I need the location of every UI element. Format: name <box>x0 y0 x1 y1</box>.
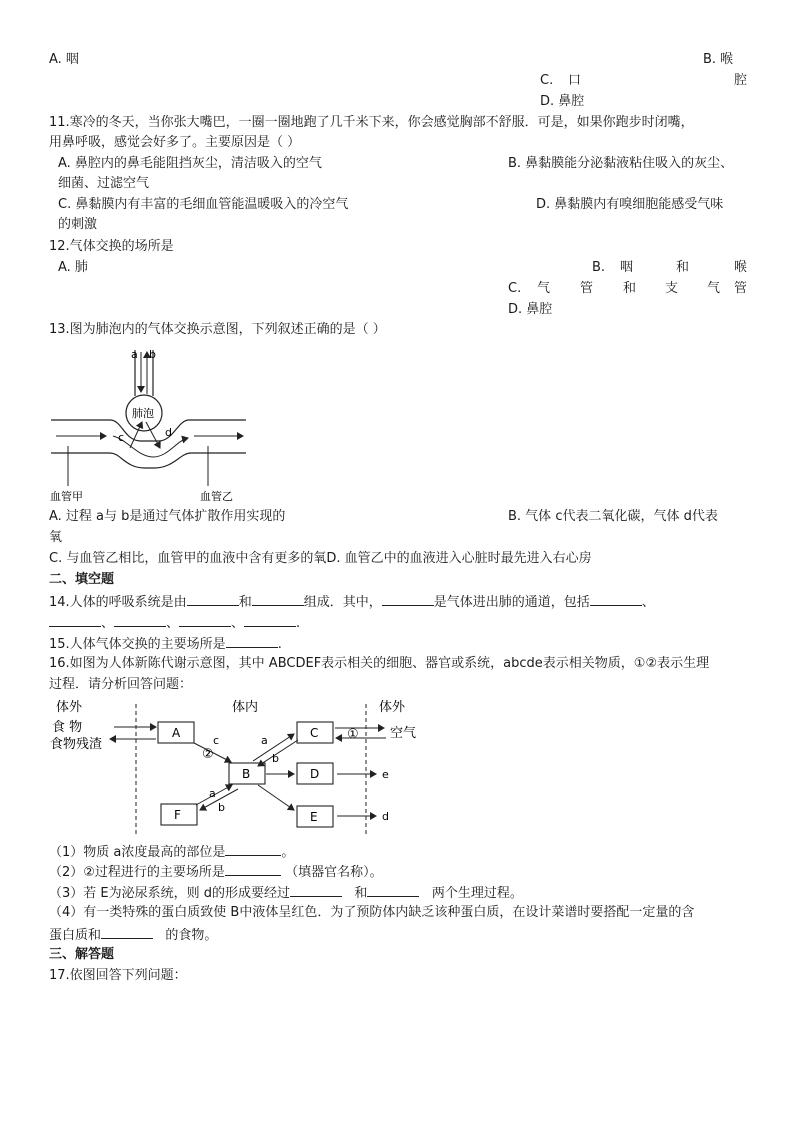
blank[interactable] <box>590 592 642 606</box>
q16-stem-line2: 过程．请分析回答问题： <box>49 677 193 692</box>
q15: 15.人体气体交换的主要场所是 . <box>49 634 282 654</box>
blank[interactable] <box>101 925 153 939</box>
q12-stem: 12.气体交换的场所是 <box>49 239 174 254</box>
q10-option-d: D. 鼻腔 <box>540 94 585 109</box>
blank[interactable] <box>225 862 281 876</box>
q13-option-b: B. 气体 c代表二氧化碳，气体 d代表 <box>508 509 718 524</box>
label-d: d <box>165 426 172 439</box>
q12-option-b: B. 咽 和 喉 <box>592 260 747 275</box>
label-b: b <box>149 348 156 361</box>
section-fill-in-heading: 二、填空题 <box>49 572 115 587</box>
box-d-label: D <box>310 767 320 781</box>
q10-option-b: B. 喉 <box>703 52 734 67</box>
box-c-label: C <box>310 726 319 740</box>
q16-sub4-line2: 蛋白质和 的食物。 <box>49 925 217 945</box>
q13-stem: 13.图为肺泡内的气体交换示意图，下列叙述正确的是（ ） <box>49 322 386 337</box>
label-a: a <box>131 348 138 361</box>
blank[interactable] <box>244 613 296 627</box>
blank[interactable] <box>226 634 278 648</box>
q11-stem-line2: 用鼻呼吸，感觉会好多了。主要原因是（ ） <box>49 135 301 150</box>
label-vessel-yi: 血管乙 <box>200 490 233 503</box>
label-outside-right: 体外 <box>379 700 406 715</box>
q16-stem-line1: 16.如图为人体新陈代谢示意图，其中 ABCDEF表示相关的细胞、器官或系统，abcde表示相关物质，①②表示生理 <box>49 656 710 671</box>
q12-option-c: C. 气 管 和 支 气 管 <box>508 281 747 296</box>
q11-option-d: D. 鼻黏膜内有嗅细胞能感受气味 <box>536 197 724 212</box>
box-b-label: B <box>242 767 251 781</box>
label-c: c <box>118 431 125 444</box>
blank[interactable] <box>179 613 231 627</box>
box-f-label: F <box>174 808 181 822</box>
q13-option-a: A. 过程 a与 b是通过气体扩散作用实现的 <box>49 509 286 524</box>
blank[interactable] <box>225 842 281 856</box>
label-process-1: ① <box>347 727 359 742</box>
q13-option-b-cont: 氧 <box>49 530 63 545</box>
box-e-label: E <box>310 810 318 824</box>
label-a-lower: a <box>209 787 216 800</box>
blank[interactable] <box>290 883 342 897</box>
blank[interactable] <box>252 592 304 606</box>
q16-sub1: （1）物质 a浓度最高的部位是 。 <box>49 842 294 862</box>
label-food: 食 物 <box>52 720 83 735</box>
q12-option-d: D. 鼻腔 <box>508 302 553 317</box>
q13-option-c-d: C. 与血管乙相比，血管甲的血液中含有更多的氧D. 血管乙中的血液进入心脏时最先进入右心房 <box>49 551 592 566</box>
q10-option-a: A. 咽 <box>49 52 79 67</box>
label-food-residue: 食物残渣 <box>50 737 103 752</box>
q11-option-b: B. 鼻黏膜能分泌黏液粘住吸入的灰尘、 <box>508 156 734 171</box>
label-b-lower: b <box>218 801 225 814</box>
label-process-2: ② <box>202 747 214 762</box>
q14-line1: 14.人体的呼吸系统是由 和 组成．其中， 是气体进出肺的通道，包括 、 <box>49 592 655 612</box>
q10-option-c: C. 口 腔 <box>540 73 747 88</box>
box-a-label: A <box>172 726 181 740</box>
label-vessel-jia: 血管甲 <box>50 490 83 503</box>
q16-sub3: （3）若 E为泌尿系统，则 d的形成要经过 和 两个生理过程。 <box>49 883 523 903</box>
blank[interactable] <box>382 592 434 606</box>
q14-line2: 、 、 、 . <box>49 613 300 633</box>
alveolus-gas-exchange-diagram <box>48 340 248 506</box>
label-c: c <box>213 734 220 747</box>
q17-stem: 17.依图回答下列问题： <box>49 968 187 983</box>
label-b-upper: b <box>272 752 279 765</box>
label-inside: 体内 <box>232 700 259 715</box>
blank[interactable] <box>187 592 239 606</box>
q16-sub2: （2）②过程进行的主要场所是 （填器官名称）。 <box>49 862 383 882</box>
q12-option-a: A. 肺 <box>58 260 88 275</box>
q16-sub4-line1: （4）有一类特殊的蛋白质致使 B中液体呈红色．为了预防体内缺乏该种蛋白质，在设计菜谱时要搭配一定量的含 <box>49 905 695 920</box>
label-d: d <box>382 810 389 823</box>
blank[interactable] <box>367 883 419 897</box>
q11-option-a: A. 鼻腔内的鼻毛能阻挡灰尘，清洁吸入的空气 <box>58 156 322 171</box>
label-a-upper: a <box>261 734 268 747</box>
q11-option-b-cont: 细菌、过滤空气 <box>58 176 150 191</box>
label-air: 空气 <box>390 726 417 741</box>
metabolism-diagram <box>48 694 428 840</box>
blank[interactable] <box>114 613 166 627</box>
section-answer-heading: 三、解答题 <box>49 947 115 962</box>
label-alveolus: 肺泡 <box>132 407 154 420</box>
blank[interactable] <box>49 613 101 627</box>
label-outside-left: 体外 <box>56 700 83 715</box>
q11-stem-line1: 11.寒冷的冬天，当你张大嘴巴，一圈一圈地跑了几千米下来，你会感觉胸部不舒服．可是，如果你跑步时闭嘴， <box>49 115 694 130</box>
q11-option-d-cont: 的刺激 <box>58 217 98 232</box>
label-e: e <box>382 768 389 781</box>
q11-option-c: C. 鼻黏膜内有丰富的毛细血管能温暖吸入的冷空气 <box>58 197 349 212</box>
